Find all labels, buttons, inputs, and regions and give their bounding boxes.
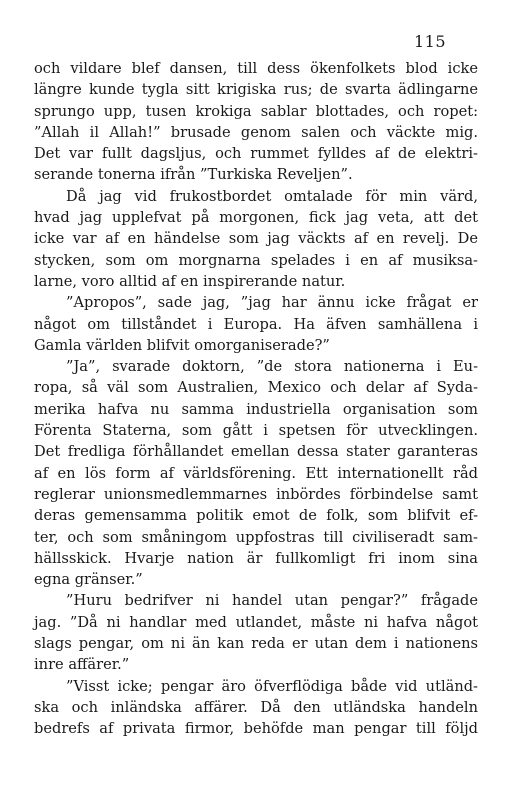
text-line: slags pengar, om ni än kan reda er utan dem i nationens <box>34 635 478 653</box>
text-line: ”Allah il Allah!” brusade genom salen och väckte mig. <box>34 123 478 141</box>
text-line: Förenta Staterna, som gått i spetsen för utvecklingen. <box>34 422 478 440</box>
text-line: ska och inländska affärer. Då den utländska handeln <box>34 698 478 716</box>
text-line: hvad jag upplefvat på morgonen, fick jag veta, att det <box>34 209 478 227</box>
text-line: Gamla världen blifvit omorganiserade?” <box>34 336 330 354</box>
text-line: icke var af en händelse som jag väckts af en revelj. De <box>34 230 478 248</box>
text-line: ropa, så väl som Australien, Mexico och delar af Syda- <box>34 379 478 397</box>
text-line: merika hafva nu samma industriella organisation som <box>34 400 478 418</box>
text-line: ”Huru bedrifver ni handel utan pengar?” frågade <box>66 592 478 610</box>
text-line: Det var fullt dagsljus, och rummet fylldes af de elektri- <box>34 145 478 163</box>
text-line: jag. ”Då ni handlar med utlandet, måste ni hafva något <box>34 613 478 631</box>
text-line: stycken, som om morgnarna spelades i en af musiksa- <box>34 251 478 269</box>
text-line: inre affärer.” <box>34 656 130 674</box>
text-line: Då jag vid frukostbordet omtalade för min värd, <box>66 187 478 205</box>
text-line: egna gränser.” <box>34 571 143 589</box>
text-line: hällsskick. Hvarje nation är fullkomligt fri inom sina <box>34 549 478 567</box>
text-line: ”Apropos”, sade jag, ”jag har ännu icke frågat er <box>66 294 478 312</box>
text-line: bedrefs af privata firmor, behöfde man pengar till följd <box>34 720 478 738</box>
text-line: reglerar unionsmedlemmarnes inbördes förbindelse samt <box>34 485 478 503</box>
text-line: Det fredliga förhållandet emellan dessa stater garanteras <box>34 443 478 461</box>
text-line: serande tonerna ifrån ”Turkiska Reveljen”. <box>34 166 353 184</box>
text-line: ”Ja”, svarade doktorn, ”de stora nationerna i Eu- <box>66 358 478 376</box>
page-number: 115 <box>413 32 446 51</box>
text-line: något om tillståndet i Europa. Ha äfven samhällena i <box>34 315 478 333</box>
text-line: deras gemensamma politik emot de folk, som blifvit ef- <box>34 507 478 525</box>
text-line: längre kunde tygla sitt krigiska rus; de svarta ädlingarne <box>34 81 478 99</box>
text-line: sprungo upp, tusen krokiga sablar blottades, och ropet: <box>34 102 478 120</box>
text-line: ”Visst icke; pengar äro öfverflödiga både vid utländ- <box>66 677 478 695</box>
text-line: ter, och som småningom uppfostras till civiliseradt sam- <box>34 528 478 546</box>
text-line: larne, voro alltid af en inspirerande natur. <box>34 272 346 290</box>
text-line: och vildare blef dansen, till dess ökenfolkets blod icke <box>34 60 478 77</box>
text-line: af en lös form af världsförening. Ett internationellt råd <box>34 464 478 482</box>
body-text <box>34 58 478 740</box>
